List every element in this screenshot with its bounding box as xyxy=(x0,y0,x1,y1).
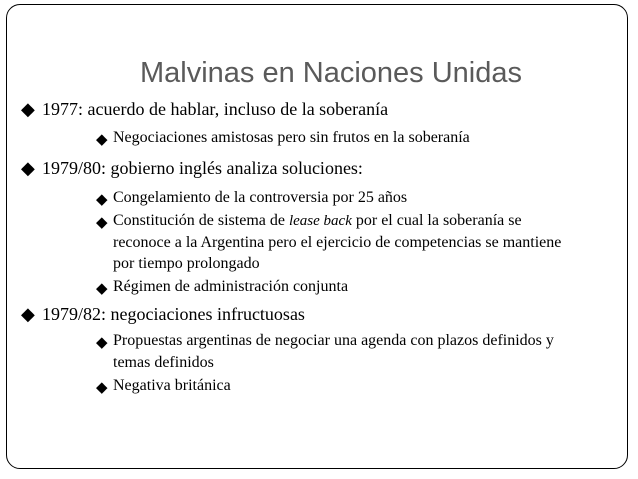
bullet-marker-icon: ◆ xyxy=(96,335,108,351)
bullet-continuation: temas definidos xyxy=(113,354,214,371)
bullet-marker-icon: ◆ xyxy=(96,192,108,208)
bullet-marker-icon: ◆ xyxy=(96,215,108,231)
bullet-text-part: por el cual la soberanía se xyxy=(351,212,522,229)
bullet-marker-icon: ◆ xyxy=(21,304,35,324)
bullet-continuation: por tiempo prolongado xyxy=(113,255,260,272)
bullet-text-part: Constitución de sistema de xyxy=(113,212,289,229)
bullet-text: Propuestas argentinas de negociar una agenda con plazos definidos y xyxy=(113,332,554,349)
bullet-text: 1977: acuerdo de hablar, incluso de la soberanía xyxy=(42,99,389,119)
bullet-marker-icon: ◆ xyxy=(96,380,108,396)
bullet-text: 1979/80: gobierno inglés analiza soluciones: xyxy=(42,158,363,178)
bullet-text: 1979/82: negociaciones infructuosas xyxy=(42,304,305,324)
slide-title-text: Malvinas en Naciones Unidas xyxy=(139,57,523,89)
bullet-text xyxy=(113,212,522,230)
bullet-marker-icon: ◆ xyxy=(21,99,35,119)
bullet-list xyxy=(7,5,627,468)
bullet-continuation: reconoce a la Argentina pero el ejercicio de competencias se mantiene xyxy=(113,234,562,251)
bullet-marker-icon: ◆ xyxy=(96,132,108,148)
bullet-text-italic: lease back xyxy=(288,213,352,229)
bullet-text: Congelamiento de la controversia por 25 años xyxy=(113,189,408,206)
bullet-marker-icon: ◆ xyxy=(21,158,35,178)
bullet-text: Negativa británica xyxy=(113,377,231,394)
bullet-marker-icon: ◆ xyxy=(96,281,108,297)
slide xyxy=(6,4,628,469)
bullet-text: Negociaciones amistosas pero sin frutos en la soberanía xyxy=(113,129,470,146)
bullet-text: Régimen de administración conjunta xyxy=(113,278,349,295)
